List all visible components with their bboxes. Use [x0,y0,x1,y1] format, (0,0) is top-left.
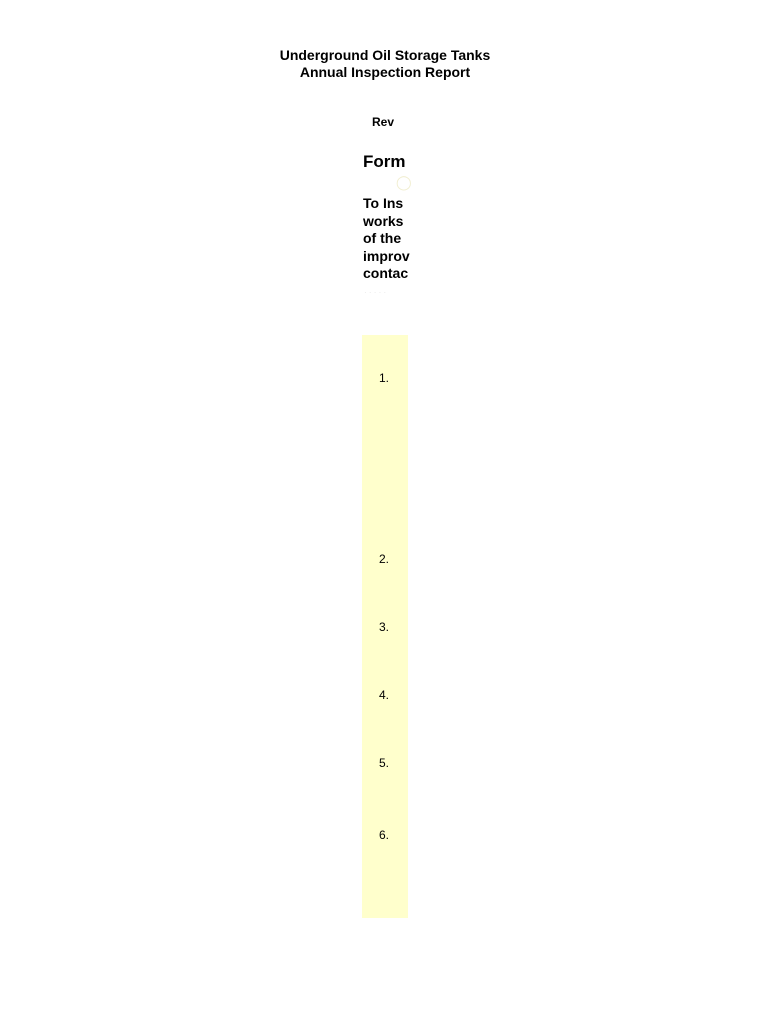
form-heading: Form [363,152,406,171]
instructions-line: improv [363,247,410,264]
faint-background-mark: ◯ [396,174,412,190]
report-title-line-2: Annual Inspection Report [299,64,471,80]
faint-dots-divider: · · · · · [364,288,387,297]
instructions-line: of the [363,230,402,246]
report-title-line-1: Underground Oil Storage Tanks [279,47,491,63]
instructions-line: To Ins [363,195,404,211]
item-number-4: 4. [379,688,390,702]
item-number-2: 2. [379,552,390,566]
instructions-block [363,195,409,283]
item-number-1: 1. [379,371,390,385]
instructions-line: contac [363,265,409,281]
revision-label: Rev [372,115,395,129]
item-number-5: 5. [379,756,390,770]
item-number-6: 6. [379,828,390,842]
item-number-3: 3. [379,620,390,634]
instructions-line: works [363,212,404,229]
report-title [0,47,770,81]
